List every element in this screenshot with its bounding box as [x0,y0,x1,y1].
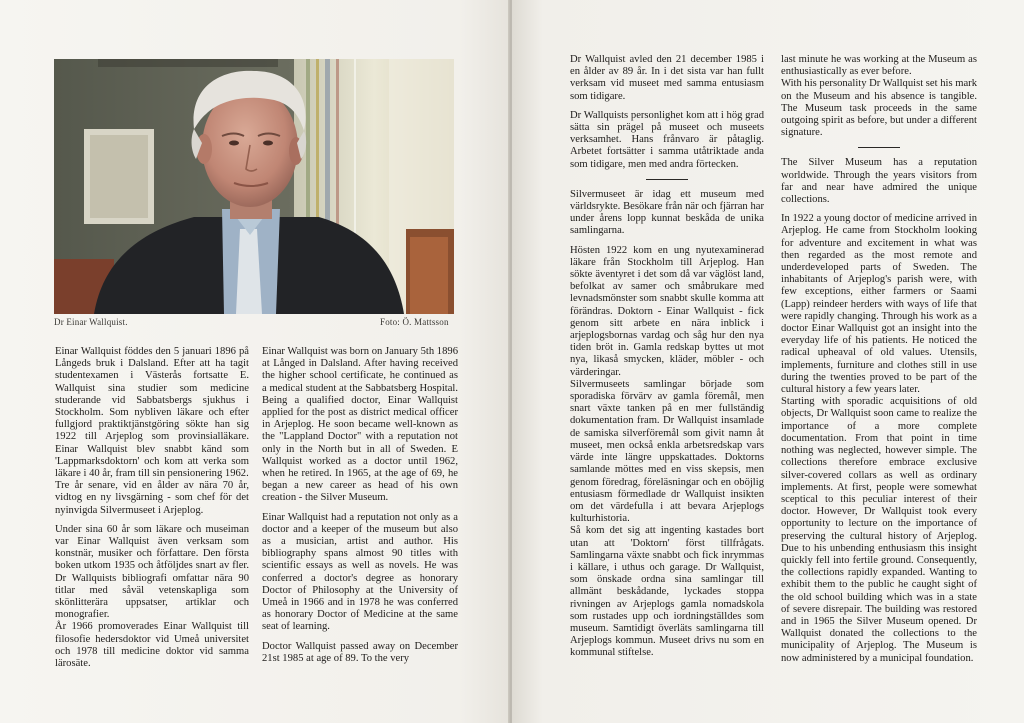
paragraph: Hösten 1922 kom en ung nyutexaminerad läkare från Stockholm till Arjeplog. Han sökte äventyret i det som då var väglöst land, befolkat av samer och småbrukare med levnadsmönster som snabbt skulle komma att förändras. Doktorn - Einar Wallquist - fick genom sitt arbete en nära inblick i arjeplogsbornas vardag och såg hur den nya tiden bröt in. Gamla redskap byttes ut mot nya, likaså smycken, kläder, möbler - och värderingar. [570,244,764,378]
swedish-column-right [570,54,764,667]
paragraph: The Silver Museum has a reputation worldwide. Through the years visitors from far and near have admired the unique collections. [781,157,977,206]
paragraph: Silvermuseets samlingar började som sporadiska förvärv av gamla föremål, men snart växte tanken på en mer fullständig dokumentation fram. Dr Wallquist insamlade de samiska silverföremål som givit namn åt museet, men också enkla arbetsredskap vars värde inte längre uppskattades. Doktorns samlande möttes med en viss skepsis, men genom föredrag, föreläsningar och en oböjlig entusiasm förmedlade dr Wallquist insikten om det värdefulla i att bevara Arjeplogs kulturhistoria. [570,378,764,525]
photo-credit: Foto: Ö. Mattsson [380,317,449,327]
paragraph: År 1966 promoverades Einar Wallquist till filosofie hedersdoktor vid Umeå universitet och 1978 till medicine doktor vid samma lärosäte. [55,621,249,670]
paragraph: Starting with sporadic acquisitions of old objects, Dr Wallquist soon came to realize the importance of a more complete documentation. From that point in time nothing was neglected, however simple. The collections therefore embrace exclusive silver-covered collars as well as ordinary implements. At first, people were somewhat sceptical to this peculiar interest of their doctor. However, Dr Wallquist took every opportunity to lecture on the importance of preserving the cultural history of Arjeplog. Due to his unbending enthusiasm this insight quickly fell into fertile ground. Consequently, the collections rapidly expanded. Wanting to exhibit them to the public he caught sight of the old school building which was in a state of severe disrepair. The building was restored and in 1965 the Silver Museum opened. Dr Wallquist donated the collections to the municipality of Arjeplog. The Museum is now administered by a municipal foundation. [781,396,977,664]
paragraph: Dr Wallquist avled den 21 december 1985 i en ålder av 89 år. In i det sista var han fullt verksam vid museet med samma entusiasm som tidigare. [570,54,764,102]
left-page [0,0,510,723]
paragraph: Einar Wallquist was born on January 5th 1896 at Långed in Dalsland. After having received the higher school certificate, he continued as a medical student at the Sabbatsberg Hospital. Being a qualified doctor, Einar Wallquist applied for the post as district medical officer in Arjeplog. He soon became well-known as the "Lappland Doctor" with a reputation not only in the North but in all of Sweden. E Wallquist worked as a doctor until 1962, when he retired. In 1965, at the age of 69, he began a new career as head of his own creation - the Silver Museum. [262,346,458,504]
photo-caption: Dr Einar Wallquist. [54,317,128,327]
paragraph: Under sina 60 år som läkare och museiman var Einar Wallquist även verksam som konstnär, musiker och författare. Den första boken utkom 1935 och åtföljdes snart av fler. Dr Wallquists bibliografi omfattar nära 90 titlar med såväl vetenskapliga som skönlitterära uppsatser, artiklar och monografier. [55,523,249,621]
swedish-column-left [55,346,249,677]
portrait-illustration [54,59,454,314]
paragraph: Tre år senare, vid en ålder av nära 70 år, vidtog en ny livsgärning - som chef för det nyinvigda Silvermuseet i Arjeplog. [55,480,249,516]
paragraph: In 1922 a young doctor of medicine arrived in Arjeplog. He came from Stockholm looking for adventure and excitement in what was then regarded as the most remote and underdeveloped parts of Sweden. The inhabitants of Arjeplog's parish were, with few exceptions, either farmers or Saami (Lapp) reindeer herders with ways of life that were rapidly changing. Through his work as a doctor Einar Wallquist got an insight into the everyday life of his patients. He noticed the radical upheaval of old values. Utensils, implements, furniture and clothes still in use during the twenties proved to be part of the cultural history a few years later. [781,213,977,396]
english-column-left [262,346,458,672]
paragraph: Så kom det sig att ingenting kastades bort utan att 'Doktorn' först tillfrågats. Samlingarna växte snabbt och fick inrymmas i källare, i uthus och garage. Dr Wallquist, som önskade ordna sina samlingar till allmänt beskådande, lyckades stoppa rivningen av Arjeplogs gamla nomadskola som rustades upp och iordningställdes som museum. Samtidigt överläts samlingarna till Arjeplogs kommun. Museet drivs nu som en kommunal stiftelse. [570,525,764,659]
paragraph: With his personality Dr Wallquist set his mark on the Museum and his absence is tangible. The Museum task proceeds in the same outgoing spirit as before, but under a different signature. [781,78,977,139]
paragraph: Silvermuseet är idag ett museum med världsrykte. Besökare från när och fjärran har under årens lopp kunnat beskåda de unika samlingarna. [570,188,764,237]
paragraph: Dr Wallquists personlighet kom att i hög grad sätta sin prägel på museet och museets verksamhet. Hans frånvaro är påtaglig. Arbetet fortsätter i samma utåtriktade anda som tidigare, men med andra förtecken. [570,109,764,170]
english-column-right [781,54,977,672]
paragraph: Doctor Wallquist passed away on December 21st 1985 at age of 89. To the very [262,640,458,664]
section-divider [858,147,900,148]
paragraph: Einar Wallquist föddes den 5 januari 1896 på Långeds bruk i Dalsland. Efter att ha tagit studentexamen i Västerås fortsatte E. Wallquist sina studier som medicine studerande vid Sabbatsbergs sjukhus i Stockholm. Som nybliven läkare och efter fullgjord praktiktjänstgöring sökte han sig 1922 till Arjeplog som provinsialläkare. Einar Wallquist blev snabbt känd som 'Lappmarksdoktorn' och kom att verka som läkare i 40 år, fram till sin pensionering 1962. [55,346,249,480]
paragraph: last minute he was working at the Museum as enthusiastically as ever before. [781,54,977,78]
section-divider [646,179,688,180]
portrait-photo [54,59,454,314]
paragraph: Einar Wallquist had a reputation not only as a doctor and a keeper of the museum but also as a musician, artist and author. His bibliography spans almost 90 titles with scientific essays as well as novels. He was conferred a doctor's degree as honorary Doctor of Philosophy at the University of Umeå in 1966 and in 1978 he was conferred as honorary Doctor of Medicine at the same seat of learning. [262,511,458,633]
